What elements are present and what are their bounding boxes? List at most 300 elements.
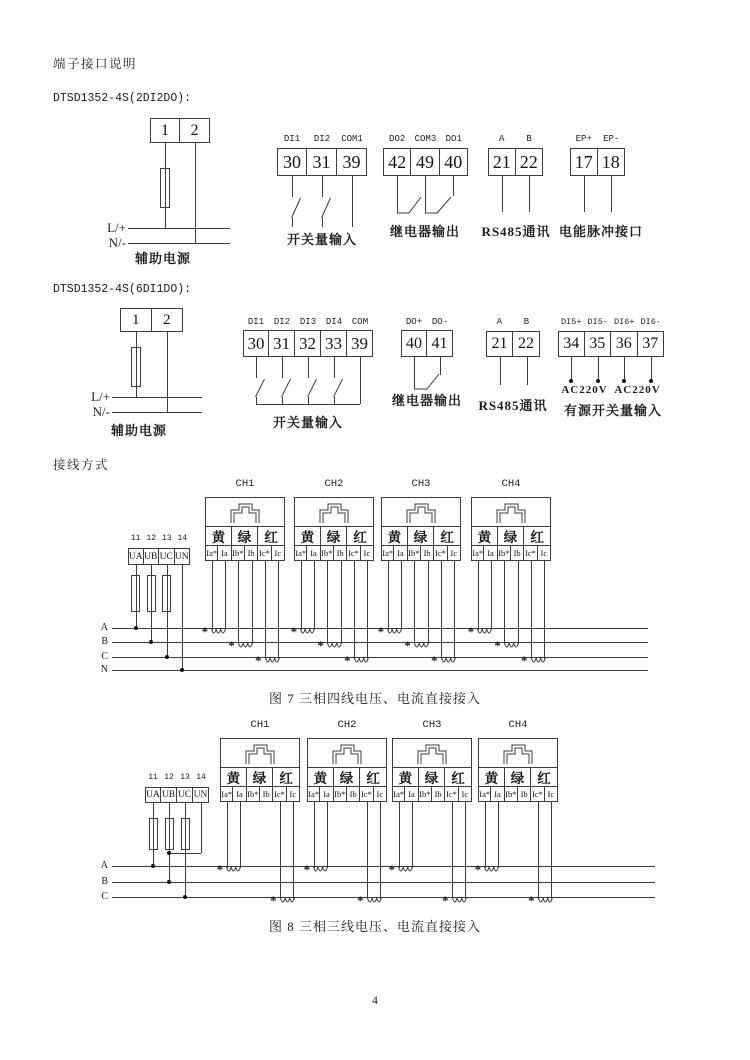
bus-line [112,866,655,867]
terminal-number: 13 [180,773,190,782]
section2-heading: DTSD1352-4S(6DI1DO): [53,283,192,296]
ct-terminal-cell: Ib [245,545,258,561]
wire [500,357,501,385]
terminal-number: 12 [164,773,174,782]
ct-terminal-cell: Ia* [392,786,405,802]
color-cell: 红 [445,767,472,787]
color-cell: 黄 [471,526,498,546]
ct-terminal-cell: Ic* [524,545,537,561]
ct-loop-icon [477,629,493,638]
wire [201,803,202,853]
junction-dot [134,626,138,630]
switch-blade-icon [255,378,266,398]
junction-dot [149,640,153,644]
pin-label: COM [351,317,369,327]
junction-dot [180,668,184,672]
polarity-asterisk: * [357,893,364,908]
color-cell: 红 [434,526,461,546]
ct-terminal-cell: Ic [272,545,285,561]
color-cell: 黄 [294,526,321,546]
junction-dot [596,379,600,383]
color-cell: 黄 [307,767,334,787]
bus-line [112,642,648,643]
terminal-cell: 18 [598,148,626,176]
terminal-cell: 22 [513,331,540,357]
ct-terminal-cell: Ib* [498,545,511,561]
terminal-cell: 39 [347,330,373,357]
relay-contact-icon [414,373,442,390]
color-cell: 红 [258,526,285,546]
terminal-strip [558,331,664,357]
wire [265,560,266,659]
pin-label: DI2 [313,134,331,144]
ct-terminal-cell: Ia [233,786,246,802]
terminal-strip [277,148,367,176]
polarity-asterisk: * [494,638,501,653]
wire [322,176,323,197]
rj45-icon [404,501,438,524]
ct-terminal-row [478,786,558,802]
ct-terminal-cell: Ib* [419,786,432,802]
wire [212,560,213,630]
wire [453,176,454,196]
pin-label: DI5+ [561,317,582,327]
ct-terminal-cell: Ia* [205,545,218,561]
ct-terminal-cell: Ia* [478,786,491,802]
rj45-icon [415,742,449,765]
ct-terminal-cell: Ia [484,545,497,561]
ct-terminal-cell: Ia [491,786,504,802]
wire [240,801,241,868]
wire [334,397,335,404]
fuse-icon [147,575,156,612]
wire [252,560,253,644]
switch-blade-icon [321,197,332,219]
terminal-strip [488,148,543,176]
wire [527,357,528,385]
terminal-cell: 1 [150,118,180,143]
ct-terminal-cell: Ia [405,786,418,802]
wire [478,560,479,630]
wire [341,560,342,644]
wire [441,560,442,659]
color-row [471,526,551,546]
terminal-cell: 36 [611,331,638,357]
live-label: L/+ [91,389,110,404]
ct-terminal-cell: Ia [307,545,320,561]
wire [334,357,335,378]
ct-loop-icon [238,643,254,652]
wire [367,801,368,899]
neutral-label: N/- [92,404,110,419]
polarity-asterisk: * [528,893,535,908]
relay-contact-icon [397,196,423,215]
wire [278,560,279,659]
terminal-cell: 39 [337,148,367,176]
polarity-asterisk: * [431,653,438,668]
ct-terminal-row [294,545,374,561]
ct-loop-icon [280,898,296,907]
channel-label: CH4 [501,478,521,490]
wire [314,801,315,868]
wire [301,560,302,630]
fuse-icon [131,575,140,612]
ct-terminal-cell: Ic [459,786,472,802]
ct-terminal-cell: Ib [334,545,347,561]
ct-terminal-row [307,786,387,802]
terminal-cell: 21 [486,331,513,357]
ct-terminal-cell: Ia [218,545,231,561]
terminal-cell: 34 [558,331,585,357]
channel-label: CH1 [235,478,255,490]
wire [452,801,453,899]
wire [502,176,503,212]
rj45-icon [228,501,262,524]
figure8-caption: 图 8 三相三线电压、电流直接接入 [268,919,481,934]
wire [169,853,201,854]
group-caption: 继电器输出 [391,393,462,408]
terminal-cell: 32 [295,330,321,357]
wire [282,357,283,378]
terminal-strip [150,118,210,143]
fuse-icon [162,575,171,612]
polarity-asterisk: * [290,624,298,639]
wire [624,357,625,381]
color-row [381,526,461,546]
ct-terminal-row [220,786,300,802]
pin-label: EP- [603,134,620,144]
pin-label: DO- [431,317,449,327]
bus-label: B [101,636,108,647]
ct-loop-icon [387,629,403,638]
wire [529,176,530,212]
group-caption: 辅助电源 [110,423,167,438]
group-caption: 开关量输入 [286,232,357,247]
polarity-asterisk: * [474,862,482,877]
terminal-cell: 2 [180,118,210,143]
junction-dot [622,379,626,383]
wire [327,560,328,644]
channel-label: CH2 [337,719,357,731]
channel-label: CH1 [250,719,270,731]
bus-label: B [101,876,108,887]
group-caption: RS485通讯 [481,224,551,239]
wire [327,801,328,868]
ct-terminal-cell: Ib* [247,786,260,802]
group-caption: 辅助电源 [134,251,191,266]
terminal-strip [383,148,468,176]
ct-loop-icon [367,898,383,907]
ct-terminal-cell: Ia* [307,786,320,802]
color-cell: 绿 [419,767,446,787]
ct-terminal-cell: Ib [260,786,273,802]
wire [367,560,368,659]
color-row [205,526,285,546]
wire [538,801,539,899]
terminal-cell: 49 [411,148,439,176]
wire [293,801,294,899]
switch-blade-icon [291,197,302,219]
polarity-asterisk: * [521,653,528,668]
channel-label: CH3 [422,719,442,731]
ct-terminal-cell: Ia* [294,545,307,561]
ct-terminal-cell: Ia [320,786,333,802]
terminal-cell: UN [193,787,209,803]
terminal-number: 14 [196,773,206,782]
pin-label: DI1 [283,134,301,144]
terminal-strip [401,330,453,357]
color-row [478,767,558,787]
polarity-asterisk: * [467,624,475,639]
polarity-asterisk: * [442,893,449,908]
switch-blade-icon [333,378,344,398]
terminal-cell: 22 [516,148,544,176]
terminal-number: 14 [177,534,188,543]
pin-label: B [523,317,530,327]
section1-heading: DTSD1352-4S(2DI2DO): [53,92,192,105]
terminal-number: 11 [130,534,141,543]
terminal-cell: 30 [243,330,269,357]
terminal-cell: UC [159,548,175,565]
ct-terminal-cell: Ic* [434,545,447,561]
ct-terminal-cell: Ic [448,545,461,561]
terminal-cell: UC [177,787,193,803]
pin-label-row [243,317,373,327]
pin-label-row [570,134,625,144]
terminal-cell: 1 [120,308,152,332]
wire [225,560,226,630]
wire [256,404,360,405]
wire [322,218,323,227]
ct-loop-icon [313,867,329,876]
rj45-icon [330,742,364,765]
ct-terminal-cell: Ib* [408,545,421,561]
terminal-cell: 40 [440,148,468,176]
ct-terminal-cell: Ib [432,786,445,802]
color-cell: 绿 [334,767,361,787]
ct-terminal-cell: Ib* [321,545,334,561]
live-label: L/+ [107,220,126,235]
fuse-icon [165,818,174,850]
polarity-asterisk: * [303,862,311,877]
wire [112,397,202,398]
wire [380,801,381,899]
ct-terminal-cell: Ib [347,786,360,802]
ct-terminal-cell: Ic* [273,786,286,802]
wire [412,801,413,868]
group-caption: 开关量输入 [272,415,343,430]
color-row [220,767,300,787]
bus-label: C [101,651,108,662]
bus-label: C [101,891,108,902]
terminal-cell: 35 [585,331,612,357]
ct-loop-icon [398,867,414,876]
channel-label: CH4 [508,719,528,731]
wire [128,243,230,244]
pin-label: DO+ [405,317,423,327]
ct-terminal-cell: Ic* [445,786,458,802]
wire [454,560,455,659]
pin-label: DI2 [273,317,291,327]
terminal-number: 12 [146,534,157,543]
ct-terminal-row [471,545,551,561]
bus-line [112,657,648,658]
polarity-asterisk: * [404,638,411,653]
ct-terminal-row [381,545,461,561]
color-row [307,767,387,787]
bus-line [112,897,655,898]
wire [401,560,402,630]
junction-dot [569,379,573,383]
wire [531,560,532,659]
wire [399,801,400,868]
ct-loop-icon [226,867,242,876]
wire [182,564,183,670]
wire [598,357,599,381]
pin-label: DI4 [325,317,343,327]
terminal-number: 11 [148,773,158,782]
junction-dot [151,864,155,868]
pin-label: DI5- [587,317,608,327]
fuse-icon [149,818,158,850]
polarity-asterisk: * [377,624,385,639]
color-cell: 绿 [232,526,259,546]
ct-loop-icon [531,658,547,667]
terminal-cell: 41 [427,330,453,357]
ct-terminal-cell: Ic [374,786,387,802]
color-cell: 黄 [381,526,408,546]
bus-line [112,670,648,671]
wire [256,357,257,378]
ct-loop-icon [300,629,316,638]
polarity-asterisk: * [344,653,351,668]
terminal-cell: UB [144,548,160,565]
wire [282,397,283,404]
pin-label-row [486,317,540,327]
color-cell: 绿 [498,526,525,546]
fuse-icon [160,168,170,208]
wire [308,357,309,378]
pin-label: DO1 [445,134,462,144]
color-cell: 黄 [478,767,505,787]
color-cell: 黄 [205,526,232,546]
wire [485,801,486,868]
wire [518,560,519,644]
ac-voltage-label: AC220V [561,384,608,396]
terminal-cell: 31 [269,330,295,357]
color-cell: 绿 [247,767,274,787]
pin-label: DI6- [640,317,661,327]
polarity-asterisk: * [388,862,396,877]
ct-loop-icon [354,658,370,667]
wire [280,801,281,899]
terminal-number: 13 [161,534,172,543]
wire [388,560,389,630]
junction-dot [183,895,187,899]
terminal-cell: UN [175,548,191,565]
color-cell: 黄 [220,767,247,787]
color-row [294,526,374,546]
ct-terminal-cell: Ic [361,545,374,561]
junction-dot [649,379,653,383]
pin-label: B [526,134,532,144]
polarity-asterisk: * [255,653,262,668]
bus-line [112,882,655,883]
terminal-cell: 31 [307,148,337,176]
ct-loop-icon [484,867,500,876]
ct-loop-icon [414,643,430,652]
wire [238,560,239,644]
terminal-cell: 37 [638,331,665,357]
junction-dot [167,880,171,884]
pin-label-row [401,317,453,327]
color-cell: 红 [273,767,300,787]
neutral-label: N/- [108,235,126,250]
fuse-icon [131,347,141,387]
terminal-cell: 40 [401,330,427,357]
color-cell: 绿 [408,526,435,546]
wire [314,560,315,630]
ac-voltage-label: AC220V [614,384,661,396]
wire [504,560,505,644]
pin-label-row [558,317,664,327]
ct-terminal-cell: Ic [287,786,300,802]
junction-dot [167,851,171,855]
wire [584,176,585,212]
wire [571,357,572,381]
wire [465,801,466,899]
wire [167,332,168,412]
wire [498,801,499,868]
terminal-cell: 30 [277,148,307,176]
polarity-asterisk: * [270,893,277,908]
junction-dot [165,655,169,659]
wire [292,176,293,197]
relay-contact-icon [425,196,453,215]
ct-terminal-cell: Ib* [505,786,518,802]
ct-terminal-cell: Ib* [334,786,347,802]
switch-blade-icon [307,378,318,398]
pin-label: DO2 [389,134,406,144]
terminal-strip [120,308,183,332]
color-row [392,767,472,787]
ct-terminal-cell: Ia* [220,786,233,802]
figure7-caption: 图 7 三相四线电压、电流直接接入 [268,691,481,706]
group-caption: 继电器输出 [389,224,460,239]
ct-terminal-cell: Ia [394,545,407,561]
ct-terminal-cell: Ia* [381,545,394,561]
ct-terminal-cell: Ic* [258,545,271,561]
terminal-cell: UB [161,787,177,803]
pin-label: COM1 [341,134,363,144]
polarity-asterisk: * [317,638,324,653]
bus-label: N [100,664,108,675]
pin-label-row [383,134,468,144]
terminal-cell: 17 [570,148,598,176]
bus-label: A [100,622,108,633]
pin-label-row [277,134,367,144]
ct-terminal-cell: Ic [545,786,558,802]
terminal-cell: UA [145,787,161,803]
voltage-terminal-strip [145,787,209,803]
group-caption: 电能脉冲接口 [558,224,643,239]
terminal-cell: UA [128,548,144,565]
page-title: 端子接口说明 [53,57,138,71]
terminal-strip [243,330,373,357]
color-cell: 红 [360,767,387,787]
terminal-cell: 2 [152,308,184,332]
ct-loop-icon [211,629,227,638]
